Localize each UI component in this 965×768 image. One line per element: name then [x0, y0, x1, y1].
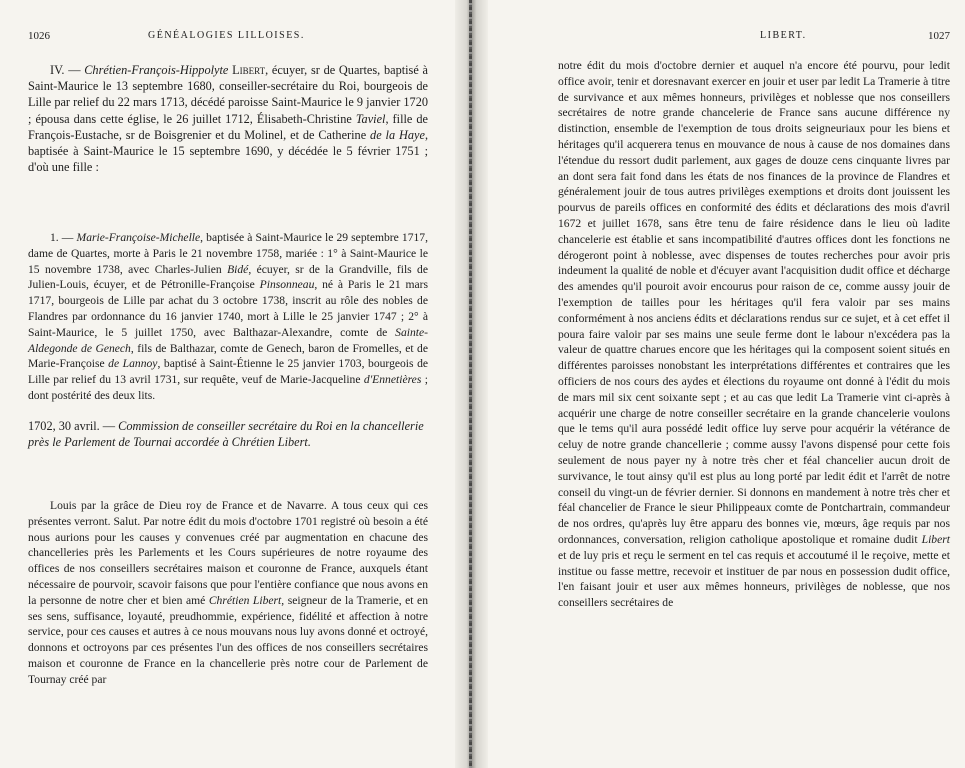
right-text-1: notre édit du mois d'octobre dernier et auquel n'a encore été pourvu, pour ledit office avoir, tenir et doresnavant exercer en jouir et user par ledit La Tramerie à titre de survivance et aux mêmes honneurs, privilèges et noblesse que nos conseillers secrétaires de notre grande chancelerie de France sans aucune différence ny distinction, ensemble de l'exemption de tous droits seigneuriaux pour les biens et héritages qu'il acquerera tenus en mouvance de nous à cause de nos domaines dans l'étendue du ressort dudit parlement, aux gages de douze cens cinquante livres par an dont sera fait fond dans les états de nos finances de la province de Flandres et généralement jouir de tous autres privilèges exemptions et droits dont jouissent les pourvus de pareils offices en conformité des édits et déclarations des mois d'avril 1672 et juillet 1678, sans être tenu de faire résidence dans le lieu où ladite chancelerie est établie et sans incompatibilité d'autres offices dont les fonctions ne dérogeront point à noblesse, avec dispenses de toutes recherches pour avoir pris indeument la qualité de noble et d'écuyer avant l'acquisition dudit office et décharge des amendes qu'il pouroit avoir encourus pour raison de ce, comme aussy jouir de l'exemption de tailles pour les héritages qu'il fera valoir par ses mains conformément à nos anciens édits et déclarations rendus sur ce sujet, et à cet effet il poura faire valoir par ses mains une seule ferme dont le labour n'excédera pas la valeur de quattre charues encore que les héritages qui la composent soient situés en différentes paroisses nonobstant les interprétations différentes et contraires que les officiers de nos cours des aydes et élections du royaume ont donné à l'édit du mois de mars mil six cent soixante sept ; et au cas que ledit La Tramerie vint ci-après à acquérir une charge de notre conseiller secrétaire en la grande chancelerie voulons que le tems qu'il aura possédé ledit office luy serve pour acquérir la vétérance de celuy de notre grande chancellerie ; comme aussy l'avons dispensé pour cette fois seulement de nous payer ny à notre très cher et féal chancelier aucun droit de survivance, le tout ainsy qu'il est plus au long porté par ledit édit et l'arrêt de notre conseil du vingt-un de février dernier. Si donnons en mandement à notre très cher et féal chancelier de France le sieur Philippeaux comte de Pontchartrain, commandeur de nos ordres, qu'après luy être apparu des bonnes vie, mœurs, âge requis par nos ordonnances, conversation, religion catholique apostolique et romaine dudit [558, 59, 950, 546]
entry-iv-surname: Libert [232, 63, 266, 77]
document-text-start [28, 498, 428, 688]
entry-1-number: 1. — [50, 231, 74, 244]
entry-1-text-5: , baptisé à Saint-Étienne le 25 janvier 1703, bourgeois de Lille par relief du 13 avril 1731, sur requête, veuf de Marie-Jacqueline [28, 357, 429, 387]
right-name: Libert [921, 532, 950, 546]
entry-iv-text-3: , baptisée à Saint-Maurice le 15 septembre 1690, y décédée le 5 février 1751 ; d'où une fille : [28, 127, 429, 175]
left-running-head: GÉNÉALOGIES LILLOISES. [148, 30, 305, 41]
right-page [488, 0, 965, 768]
entry-1-husband-2: Sainte-Aldegonde de Genech [28, 325, 428, 355]
entry-1-text-1: , baptisée à Saint-Maurice le 29 septembre 1717, dame de Quartes, morte à Paris le 21 novembre 1758, mariée : 1° à Saint-Maurice le 15 novembre 1738, avec Charles-Julien [28, 231, 429, 276]
book-gutter [455, 0, 488, 768]
left-page-number: 1026 [28, 30, 50, 42]
entry-iv-spouse-mother: de la Haye [370, 127, 425, 142]
document-date: 1702, 30 avril. — [28, 419, 116, 433]
entry-iv-name: Chrétien-François-Hippolyte [84, 63, 229, 77]
entry-1-name: Marie-Françoise-Michelle [76, 231, 201, 244]
left-page [0, 0, 455, 768]
gutter-binding-line [469, 0, 472, 768]
document-text-1: Louis par la grâce de Dieu roy de France et de Navarre. A tous ceux qui ces présentes verront. Salut. Par notre édit du mois d'octobre 1701 registré où besoin a été nous aurions pour les causes y convenues créé par augmentation en chacune des chancelleries près les Parlements et les Cours supérieures de notre royaume des offices de nos conseillers secrétaires maison et couronne de France, auxquels étant nécessaire de pourvoir, scavoir faisons que pour l'entière confiance que nous avons en la personne de notre cher et bien amé [28, 499, 428, 607]
right-running-head: LIBERT. [760, 30, 807, 41]
right-text-2: et de luy pris et reçu le serment en tel cas requis et accoutumé il le reçoive, mette et institue ou fasse mettre, recevoir et instituer de par nous en possession dudit office, l'en faisant jouir et user aux mêmes honneurs, privilèges de noblesse, que nos conseillers secrétaires de [558, 548, 950, 610]
right-page-number: 1027 [928, 30, 950, 42]
entry-1-husband-1-mother: Pinsonneau [259, 278, 315, 292]
entry-1-text-2: , écuyer, sr de la Grandville, fils de Julien-Louis, écuyer, et de Pétronille-Françoise [28, 262, 428, 292]
entry-iv [28, 62, 428, 175]
entry-1-husband-2-mother: de Lannoy [108, 357, 158, 371]
entry-1 [28, 230, 428, 404]
right-page-text [558, 58, 950, 611]
entry-1-text-4: , fils de Balthazar, comte de Genech, baron de Fromelles, et de Marie-Françoise [28, 341, 428, 371]
entry-iv-text-1: , écuyer, sr de Quartes, baptisé à Saint-Maurice le 13 septembre 1680, conseiller-secrétaire du Roi, bourgeois de Lille par relief du 22 mars 1713, décédé paroisse Saint-Maurice le 9 janvier 1720 ; épousa dans cette église, le 26 juillet 1712, Élisabeth-Christine [28, 63, 428, 126]
entry-iv-spouse: Taviel [355, 111, 386, 126]
document-text-2: , seigneur de la Tramerie, et en ses sens, suffisance, loyauté, preudhommie, expérience, fidélité et affection à notre service, pour ces causes et autres à ce nous mouvans nous luy avons donné et octroyé, donnons et octroyons par ces présentes l'un des offices de nos conseillers secrétaires maison et couronne de France en la chancellerie près notre cour de Parlement de Tournay créé par [28, 593, 428, 686]
entry-iv-number: IV. — [50, 63, 81, 77]
entry-1-first-wife: d'Ennetières [363, 373, 422, 387]
entry-1-husband-1: Bidé [227, 262, 249, 276]
document-heading [28, 418, 428, 450]
document-name: Chrétien Libert [208, 593, 282, 607]
entry-1-text-3: , né à Paris le 21 mars 1717, bourgeois de Lille par achat du 3 octobre 1738, inscrit au rôle des nobles de Flandres par ordonnance du 16 janvier 1740, mort à Lille le 25 janvier 1747 ; 2° à Saint-Maurice, le 5 juillet 1750, avec Balthazar-Alexandre, comte de [28, 278, 429, 339]
entry-1-text-6: ; dont postérité des deux lits. [28, 373, 428, 402]
entry-iv-text-2: , fille de François-Eustache, sr de Boisgrenier et du Molinel, et de Catherine [28, 111, 428, 142]
document-title: Commission de conseiller secrétaire du Roi en la chancellerie près le Parlement de Tournai accordée à Chrétien Libert. [28, 419, 424, 450]
